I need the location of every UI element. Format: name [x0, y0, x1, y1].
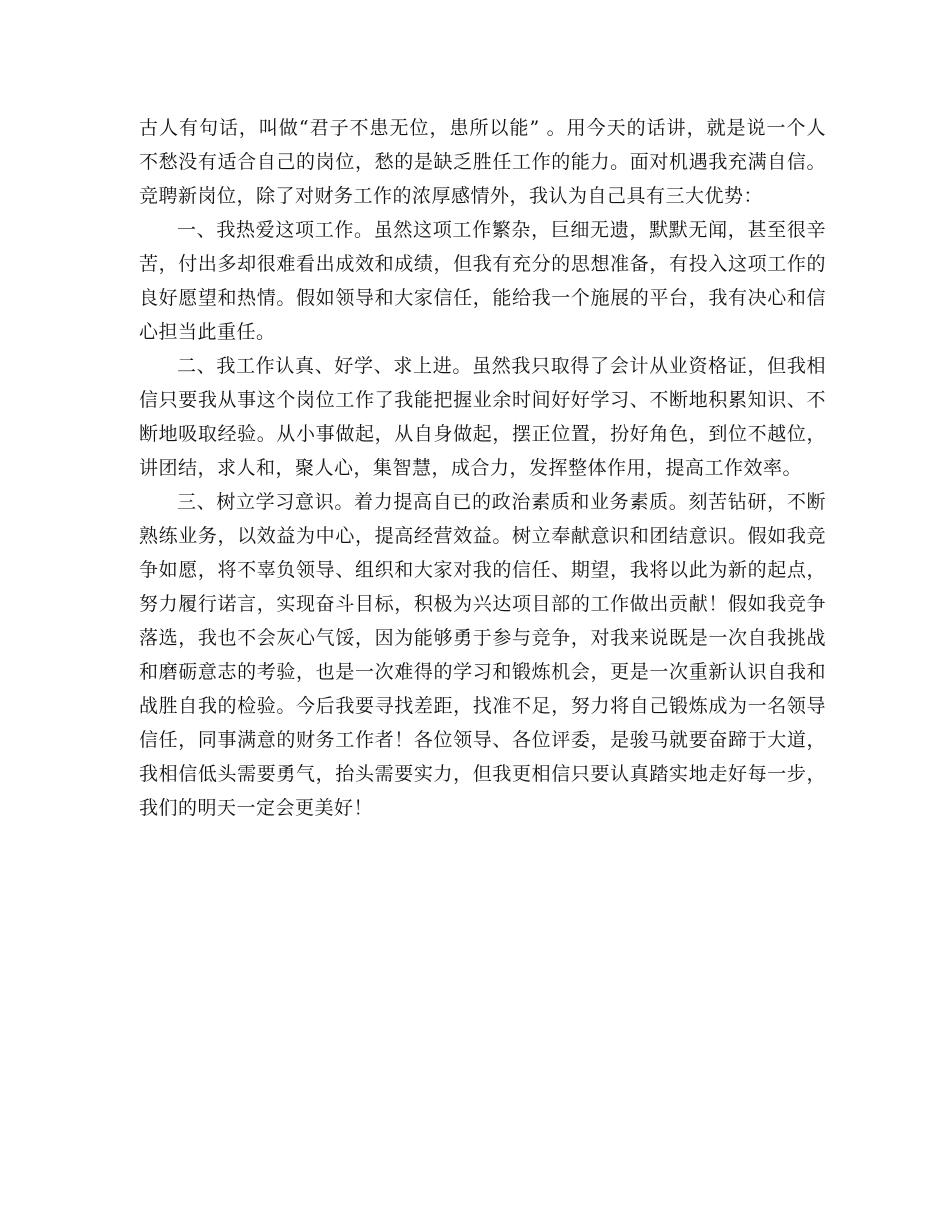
paragraph-intro: 古人有句话，叫做“君子不患无位，患所以能” 。用今天的话讲，就是说一个人不愁没有适合自己的岗位，愁的是缺乏胜任工作的能力。面对机遇我充满自信。竞聘新岗位，除了对财务工作的浓厚感情外，我认为自己具有三大优势： [139, 117, 826, 207]
paragraph-advantage-1: 一、我热爱这项工作。虽然这项工作繁杂，巨细无遗，默默无闻，甚至很辛苦，付出多却很难看出成效和成绩，但我有充分的思想准备，有投入这项工作的良好愿望和热情。假如领导和大家信任，能给我一个施展的平台，我有决心和信心担当此重任。 [139, 219, 826, 343]
paragraph-advantage-3: 三、树立学习意识。着力提高自已的政治素质和业务素质。刻苦钻研，不断熟练业务，以效益为中心，提高经营效益。树立奉献意识和团结意识。假如我竞争如愿，将不辜负领导、组织和大家对我的信任、期望，我将以此为新的起点，努力履行诺言，实现奋斗目标，积极为兴达项目部的工作做出贡献！假如我竞争落选，我也不会灰心气馁，因为能够勇于参与竞争，对我来说既是一次自我挑战和磨砺意志的考验，也是一次难得的学习和锻炼机会，更是一次重新认识自我和战胜自我的检验。今后我要寻找差距，找准不足，努力将自己锻炼成为一名领导信任，同事满意的财务工作者！各位领导、各位评委，是骏马就要奋蹄于大道，我相信低头需要勇气，抬头需要实力，但我更相信只要认真踏实地走好每一步，我们的明天一定会更美好！ [139, 491, 826, 819]
document-body [139, 111, 826, 825]
paragraph-advantage-2: 二、我工作认真、好学、求上进。虽然我只取得了会计从业资格证，但我相信只要我从事这个岗位工作了我能把握业余时间好好学习、不断地积累知识、不断地吸取经验。从小事做起，从自身做起，摆正位置，扮好角色，到位不越位，讲团结，求人和，聚人心，集智慧，成合力，发挥整体作用，提高工作效率。 [139, 355, 826, 479]
